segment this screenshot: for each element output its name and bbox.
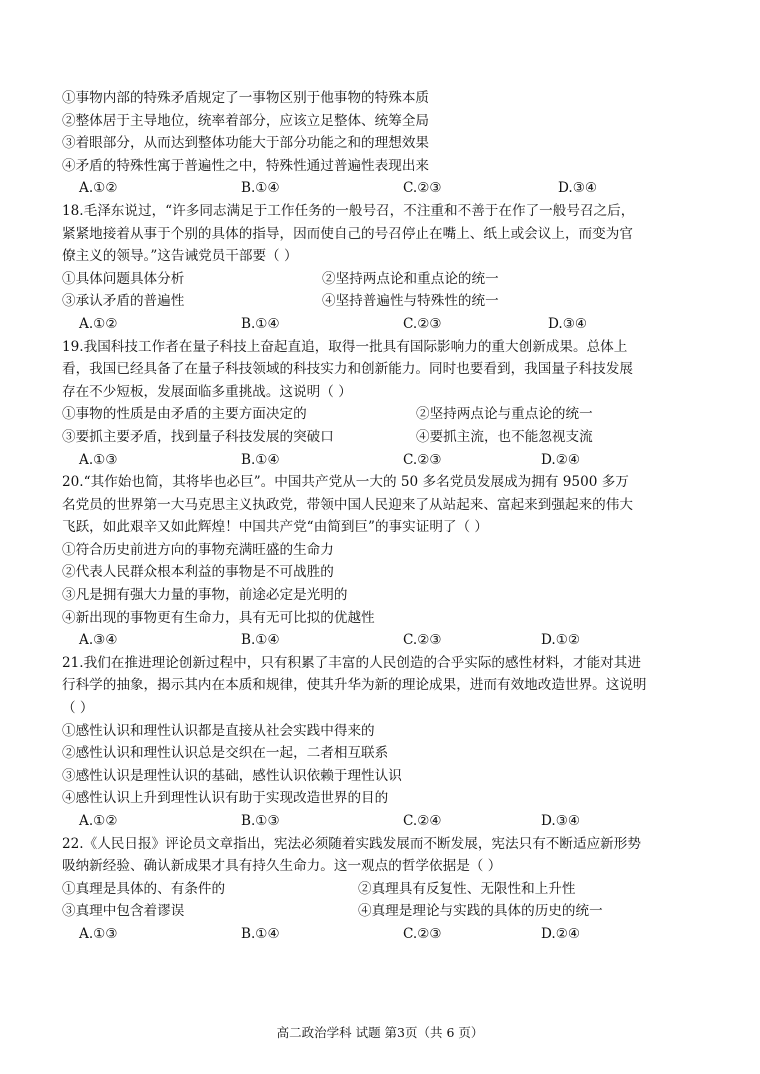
answer-a: A.①③ [79,451,118,468]
option-line: ②代表人民群众根本利益的事物是不可战胜的 [62,564,334,581]
option-row [62,900,702,923]
answer-c: C.②③ [403,180,442,197]
option-row [62,268,702,291]
option-line: ④新出现的事物更有生命力，具有无可比拟的优越性 [62,609,375,626]
option-row [62,403,702,426]
answer-row [62,449,702,472]
answer-d: D.③④ [541,813,581,829]
question-stem-line: 21.我们在推进理论创新过程中，只有积累了丰富的人民创造的合乎实际的感性材料，才能对其进 [62,654,641,671]
page-footer: 高二政治学科 试题 第3页（共 6 页） [276,1025,484,1040]
answer-d: D.③④ [558,180,598,197]
option-2: ②真理具有反复性、无限性和上升性 [358,880,576,897]
question-stem-line: 22.《人民日报》评论员文章指出，宪法必须随着实践发展而不断发展，宪法只有不断适应新形势 [62,835,641,852]
answer-row [62,810,702,833]
option-3: ③承认矛盾的普遍性 [62,293,185,310]
answer-c: C.②③ [403,451,442,468]
option-row [62,878,702,901]
answer-d: D.③④ [548,315,588,332]
answer-row [62,923,702,946]
option-line: ③着眼部分，从而达到整体功能大于部分功能之和的理想效果 [62,135,430,152]
option-1: ①具体问题具体分析 [62,270,185,287]
answer-d: D.②④ [541,451,581,468]
option-2: ②坚持两点论和重点论的统一 [322,270,499,287]
option-row [62,426,702,449]
question-stem-line: 行科学的抽象，揭示其内在本质和规律，使其升华为新的理论成果，进而有效地改造世界。这说明 [62,677,647,694]
option-4: ④要抓主流，也不能忽视支流 [416,428,593,445]
option-line: ①事物内部的特殊矛盾规定了一事物区别于他事物的特殊本质 [62,90,430,106]
question-stem-line: 吸纳新经验、确认新成果才具有持久生命力。这一观点的哲学依据是（ ） [62,858,502,875]
answer-b: B.①④ [241,451,280,468]
option-3: ③要抓主要矛盾，找到量子科技发展的突破口 [62,428,334,445]
answer-c: C.②③ [403,632,442,649]
question-22 [62,833,702,946]
answer-d: D.①② [541,632,581,649]
answer-a: A.③④ [79,632,118,649]
option-line: ①感性认识和理性认识都是直接从社会实践中得来的 [62,722,375,739]
answer-b: B.①④ [241,315,280,332]
answer-a: A.①② [79,180,118,197]
option-line: ③凡是拥有强大力量的事物，前途必定是光明的 [62,587,348,604]
answer-a: A.①② [79,813,118,829]
option-1: ①真理是具体的、有条件的 [62,880,226,897]
question-stem-line: 20.“其作始也简，其将毕也必巨”。中国共产党从一大的 50 多名党员发展成为拥有 9500 多万 [62,474,629,491]
answer-d: D.②④ [541,925,581,942]
answer-b: B.①④ [241,180,280,197]
question-21 [62,652,702,833]
answer-row [62,177,702,200]
answer-a: A.①② [79,315,118,332]
option-line: ④感性认识上升到理性认识有助于实现改造世界的目的 [62,790,389,807]
option-4: ④坚持普遍性与特殊性的统一 [322,293,499,310]
answer-b: B.①③ [241,813,280,829]
option-3: ③真理中包含着谬误 [62,903,185,920]
answer-a: A.①③ [79,925,118,942]
question-stem-line: （ ） [62,700,94,717]
option-line: ①符合历史前进方向的事物充满旺盛的生命力 [62,541,334,558]
option-4: ④真理是理论与实践的具体的历史的统一 [358,903,603,920]
answer-b: B.①④ [241,925,280,942]
question-stem-line: 18.毛泽东说过，“许多同志满足于工作任务的一般号召，不注重和不善于在作了一般号召之后， [62,202,635,219]
answer-c: C.②③ [403,315,442,332]
question-19 [62,336,702,472]
answer-b: B.①④ [241,632,280,649]
option-1: ①事物的性质是由矛盾的主要方面决定的 [62,406,307,423]
option-line: ③感性认识是理性认识的基础，感性认识依赖于理性认识 [62,767,402,784]
option-row [62,290,702,313]
question-stem-line: 紧紧地接着从事于个别的具体的指导，因而使自己的号召停止在嘴上、纸上或会议上，而变为官 [62,225,633,242]
answer-c: C.②③ [403,925,442,942]
question-stem-line: 名党员的世界第一大马克思主义执政党，带领中国人民迎来了从站起来、富起来到强起来的伟大 [62,496,633,513]
question-stem-line: 飞跃，如此艰辛又如此辉煌！中国共产党“由简到巨”的事实证明了（ ） [62,519,489,536]
option-line: ④矛盾的特殊性寓于普遍性之中，特殊性通过普遍性表现出来 [62,157,430,174]
option-line: ②感性认识和理性认识总是交织在一起，二者相互联系 [62,745,389,762]
answer-row [62,629,702,652]
option-2: ②坚持两点论与重点论的统一 [416,406,593,423]
question-stem-line: 19.我国科技工作者在量子科技上奋起直追，取得一批具有国际影响力的重大创新成果。总体上 [62,338,628,355]
question-stem-line: 存在不少短板，发展面临多重挑战。这说明（ ） [62,383,352,400]
question-stem-line: 看，我国已经具备了在量子科技领域的科技实力和创新能力。同时也要看到，我国量子科技发展 [62,361,633,378]
option-line: ②整体居于主导地位，统率着部分，应该立足整体、统筹全局 [62,112,430,129]
answer-c: C.②④ [403,813,442,829]
exam-page [62,87,702,946]
question-stem-line: 僚主义的领导。”这告诫党员干部要（ ） [62,248,298,265]
answer-row [62,313,702,336]
question-18 [62,200,702,336]
question-17 [62,87,702,200]
question-20 [62,471,702,652]
